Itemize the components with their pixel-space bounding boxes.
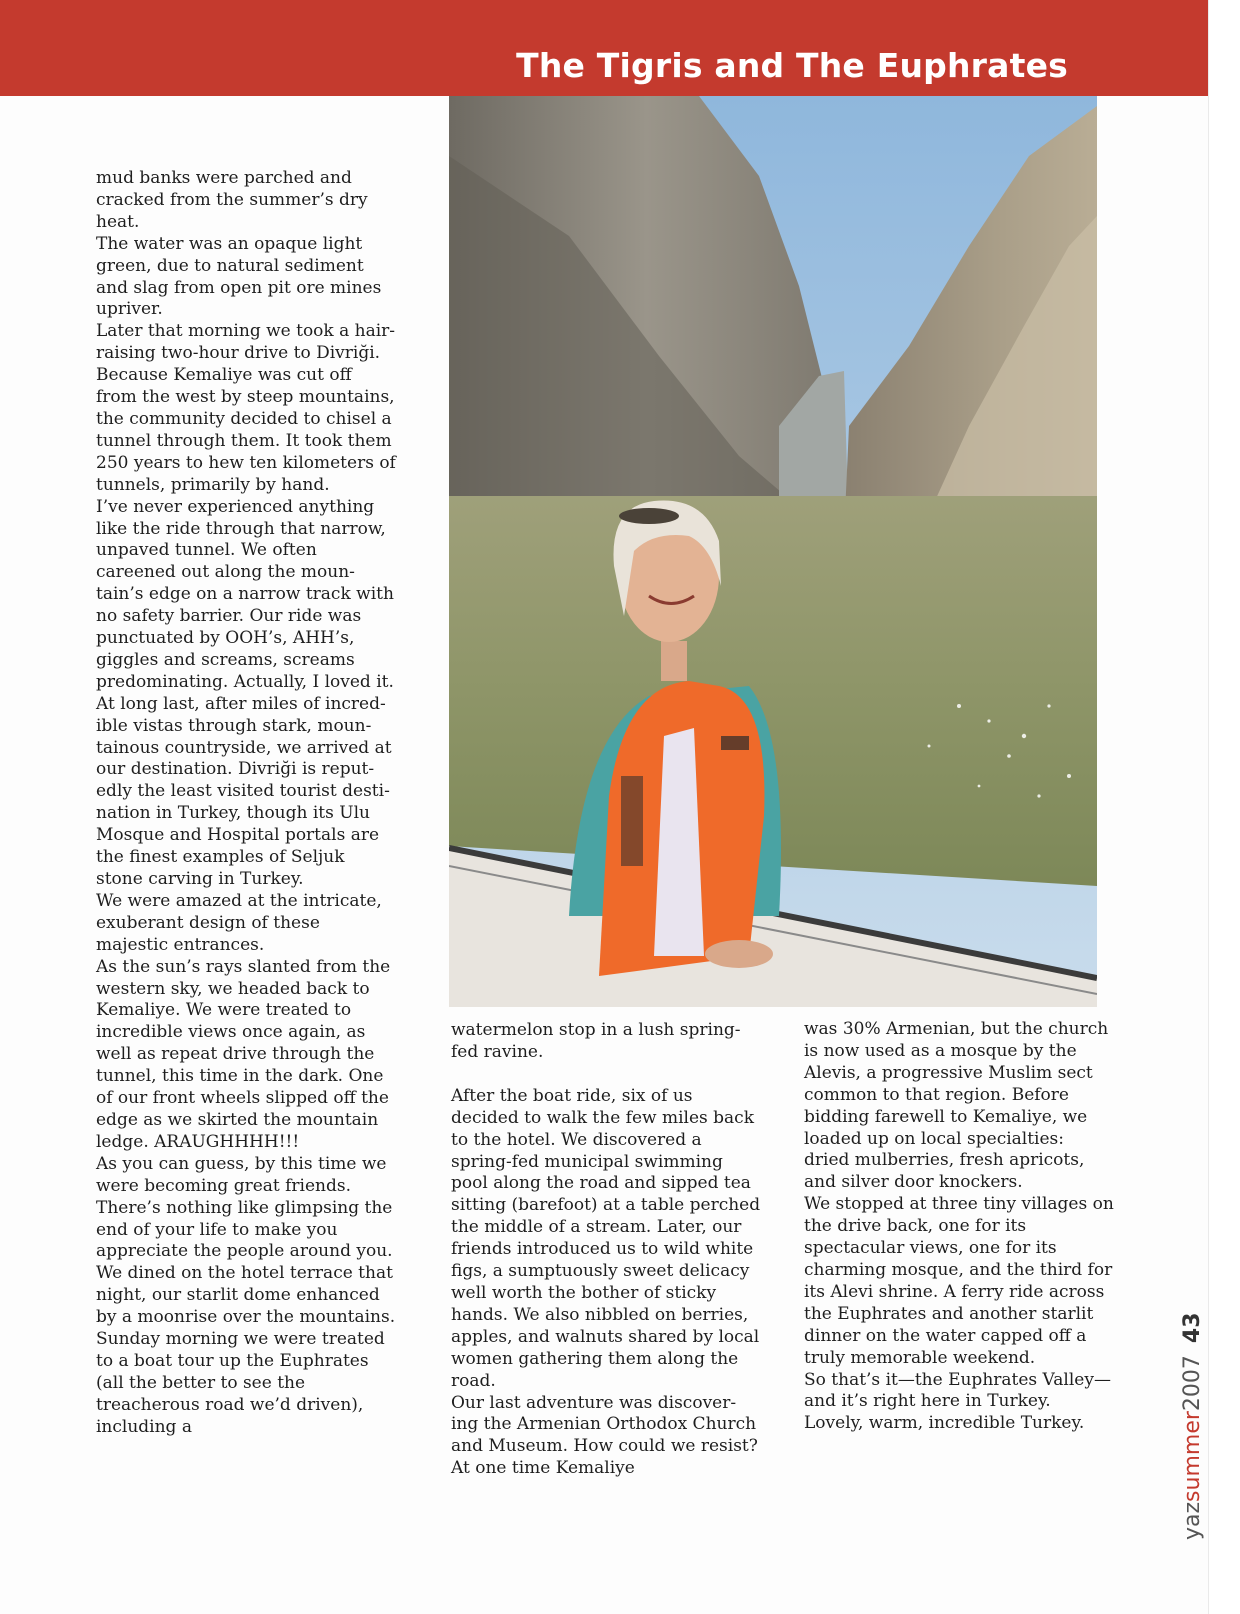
folio: [1180, 1312, 1205, 1540]
paragraph: mud banks were parched and cracked from the summer’s dry heat.: [96, 168, 368, 232]
paragraph: Sunday morning we were treated to a boat tour up the Euphrates (all the better to see the treacherous road we’d driven), including a: [96, 1329, 385, 1437]
page-number: 43: [1180, 1312, 1205, 1344]
paragraph: I’ve never experienced anything like the ride through that narrow, unpaved tunnel. We often careened out along the moun-tain’s edge on a narrow track with no safety barrier. Our ride was punctuated by OOH’s, AHH’s, giggles and screams, screams predominating. Actually, I loved it.: [96, 496, 394, 692]
paragraph: Our last adventure was discover-ing the Armenian Orthodox Church and Museum. How could we resist? At one time Kemaliye: [451, 1392, 758, 1479]
paragraph: We stopped at three tiny villages on the drive back, one for its spectacular views, one for its charming mosque, and the third for its Alevi shrine. A ferry ride across the Euphrates and another starlit dinner on the water capped off a truly memorable weekend.: [804, 1194, 1114, 1368]
paragraph: We were amazed at the intricate, exuberant design of these majestic entrances.: [96, 890, 382, 955]
paragraph: As you can guess, by this time we were becoming great friends. There’s nothing like glimpsing the end of your life to make you appreciate the people around you.: [96, 1153, 393, 1262]
paragraph: was 30% Armenian, but the church is now used as a mosque by the Alevis, a progressive Muslim sect common to that region. Before bidding farewell to Kemaliye, we loaded up on local specialties: dried mulberries, fresh apricots, and silver door knockers.: [804, 1019, 1109, 1193]
scan-edge: [1208, 0, 1240, 1614]
paragraph: At long last, after miles of incred-ible vistas through stark, moun-tainous countryside, we arrived at our destination. Divriği is reput-edly the least visited tourist desti-nation in Turkey, though its Ulu Mosque and Hospital portals are the finest examples of Seljuk stone carving in Turkey.: [96, 693, 392, 889]
paragraph: The water was an opaque light green, due to natural sediment and slag from open pit ore mines upriver.: [96, 233, 382, 320]
canyon-boat-photo: [449, 96, 1097, 1007]
article-column-3: [804, 1019, 1114, 1435]
paragraph: watermelon stop in a lush spring-fed ravine.: [451, 1020, 741, 1062]
header-bar: [0, 0, 1208, 96]
article-column-2: [451, 1020, 761, 1480]
paragraph: So that’s it—the Euphrates Valley—and it’s right here in Turkey. Lovely, warm, incredible Turkey.: [804, 1369, 1111, 1434]
folio-year: 2007: [1180, 1355, 1205, 1412]
folio-magazine: yaz: [1180, 1501, 1205, 1540]
paragraph: As the sun’s rays slanted from the western sky, we headed back to Kemaliye. We were treated to incredible views once again, as well as repeat drive through the tunnel, this time in the dark. One of our front wheels slipped off the edge as we skirted the mountain ledge. ARAUGHHHH!!!: [96, 956, 391, 1152]
article-column-1: [96, 168, 396, 1439]
folio-season: summer: [1180, 1411, 1205, 1502]
paragraph: We dined on the hotel terrace that night, our starlit dome enhanced by a moonrise over the mountains.: [96, 1263, 396, 1328]
paragraph: Later that morning we took a hair-raising two-hour drive to Divriği. Because Kemaliye was cut off from the west by steep mountains, the community decided to chisel a tunnel through them. It took them 250 years to hew ten kilometers of tunnels, primarily by hand.: [96, 321, 396, 495]
page-title: The Tigris and The Euphrates: [516, 46, 1068, 85]
paragraph: After the boat ride, six of us decided to walk the few miles back to the hotel. We discovered a spring-fed municipal swimming pool along the road and sipped tea sitting (barefoot) at a table perched the middle of a stream. Later, our friends introduced us to wild white figs, a sumptuously sweet delicacy well worth the bother of sticky hands. We also nibbled on berries, apples, and walnuts shared by local women gathering them along the road.: [451, 1085, 761, 1391]
